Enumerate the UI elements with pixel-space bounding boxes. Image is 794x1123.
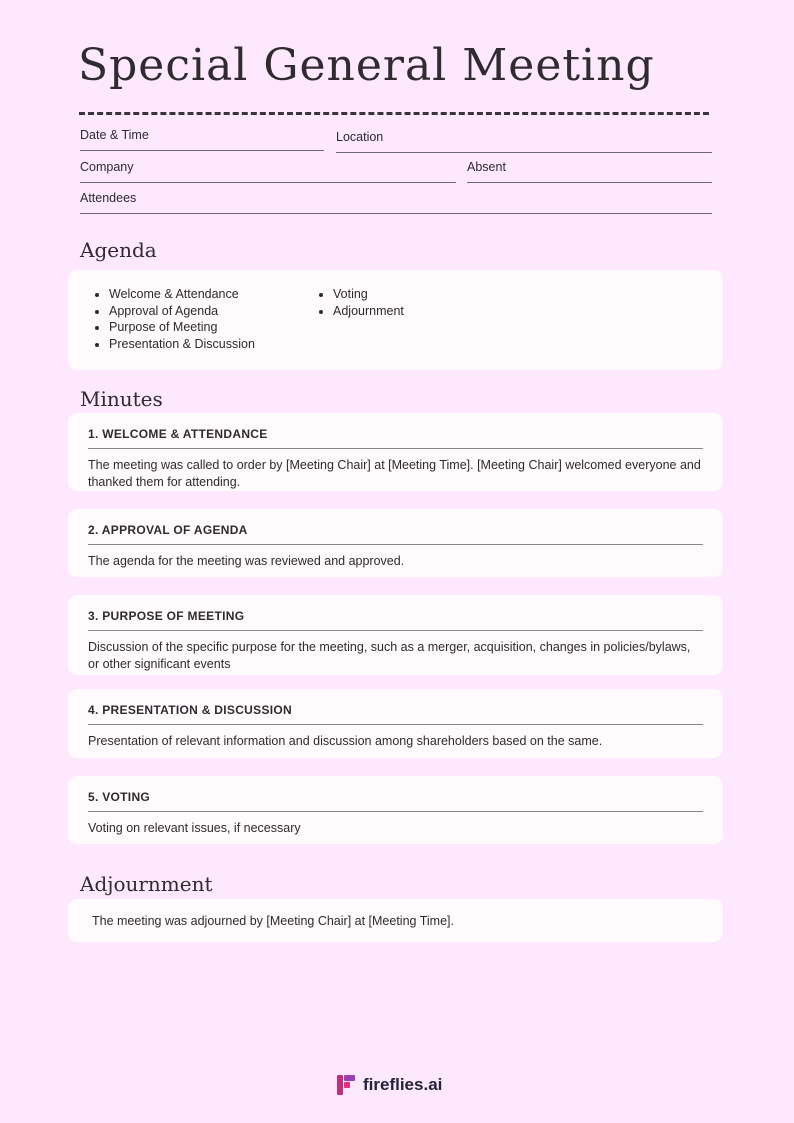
title-divider — [79, 112, 709, 115]
section-text: The meeting was called to order by [Meeting Chair] at [Meeting Time]. [Meeting Chair] welcomed everyone and thanked them for attending. — [88, 458, 701, 489]
section-text: The agenda for the meeting was reviewed and approved. — [88, 554, 405, 568]
minutes-section — [68, 413, 723, 491]
adjournment-text: The meeting was adjourned by [Meeting Chair] at [Meeting Time]. — [92, 914, 454, 928]
minutes-heading: Minutes — [80, 387, 163, 411]
agenda-item: • Welcome & Attendance — [109, 286, 255, 303]
company-field[interactable]: Company — [80, 160, 456, 183]
section-text: Voting on relevant issues, if necessary — [88, 821, 301, 835]
date-time-field[interactable]: Date & Time — [80, 128, 324, 151]
page-title: Special General Meeting — [78, 40, 655, 91]
section-text: Discussion of the specific purpose for the meeting, such as a merger, acquisition, changes in policies/bylaws, or other significant events — [88, 640, 691, 671]
minutes-section — [68, 776, 723, 844]
agenda-item: • Adjournment — [333, 303, 404, 320]
section-title: 1. WELCOME & ATTENDANCE — [88, 427, 268, 441]
agenda-item: • Approval of Agenda — [109, 303, 255, 320]
adjournment-heading: Adjournment — [80, 872, 213, 896]
agenda-item: • Purpose of Meeting — [109, 319, 255, 336]
agenda-list-2 — [313, 286, 404, 319]
agenda-list-1 — [89, 286, 255, 353]
adjournment-card — [68, 899, 723, 942]
agenda-item: • Voting — [333, 286, 404, 303]
absent-field[interactable]: Absent — [467, 160, 712, 183]
section-title: 3. PURPOSE OF MEETING — [88, 609, 245, 623]
attendees-field[interactable]: Attendees — [80, 191, 712, 214]
brand-name: fireflies.ai — [363, 1075, 443, 1094]
section-title: 2. APPROVAL OF AGENDA — [88, 523, 248, 537]
section-title: 5. VOTING — [88, 790, 151, 804]
section-text: Presentation of relevant information and discussion among shareholders based on the same. — [88, 734, 603, 748]
minutes-section — [68, 595, 723, 675]
fireflies-logo-icon — [337, 1075, 355, 1095]
agenda-heading: Agenda — [80, 238, 157, 262]
agenda-card — [68, 270, 723, 370]
minutes-section — [68, 689, 723, 758]
minutes-section — [68, 509, 723, 577]
agenda-item: • Presentation & Discussion — [109, 336, 255, 353]
section-title: 4. PRESENTATION & DISCUSSION — [88, 703, 292, 717]
location-field[interactable]: Location — [336, 130, 712, 153]
footer-logo — [337, 1075, 442, 1095]
